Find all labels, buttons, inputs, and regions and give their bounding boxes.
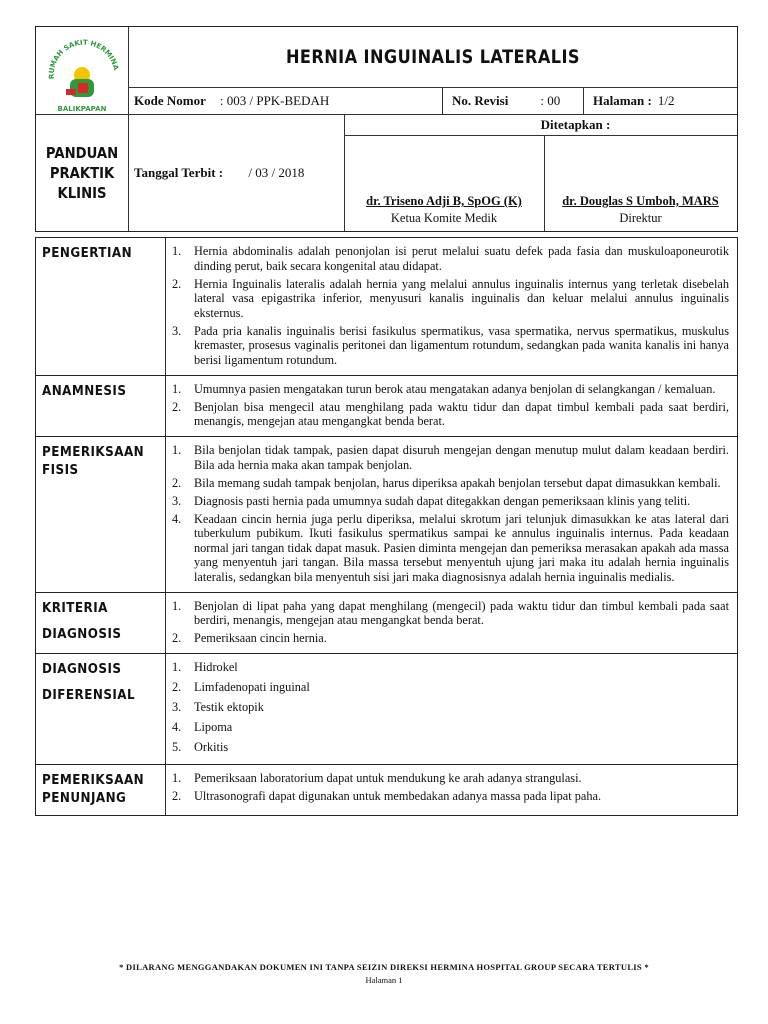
halaman-value: 1/2 [657, 92, 675, 108]
copy-notice: * DILARANG MENGGANDAKAN DOKUMEN INI TANPA SEIZIN DIREKSI HERMINA HOSPITAL GROUP SECARA TERTULIS * [119, 962, 649, 972]
halaman [583, 87, 737, 115]
list-item: 2. Benjolan bisa mengecil atau menghilang pada waktu tidur dan dapat timbul kembali pada saat berdiri, menangis, mengejan atau mengangkat benda berat. [172, 399, 729, 428]
list-item: 1. Pemeriksaan laboratorium dapat untuk mendukung ke arah adanya strangulasi. [172, 771, 582, 785]
halaman-label: Halaman : [593, 92, 652, 108]
signer-name: dr. Triseno Adji B, SpOG (K) [366, 194, 522, 208]
signature-komite [344, 135, 545, 231]
list-item: 1. Benjolan di lipat paha yang dapat menghilang (mengecil) pada waktu tidur dan timbul kembali pada saat berdiri, menangis, mengejan atau mengangkat benda berat. [172, 598, 729, 627]
section-body [166, 765, 737, 815]
section-label: ANAMNESIS [36, 376, 166, 437]
section-body [166, 238, 737, 375]
kode-label: Kode Nomor [134, 92, 206, 108]
signature-direktur [544, 135, 737, 231]
section-label: PEMERIKSAAN PENUNJANG [36, 765, 166, 815]
logo-arc-text: RUMAH SAKIT HERMINA [47, 38, 120, 80]
section-row [36, 376, 737, 438]
no-revisi [442, 87, 584, 115]
list-item: 5. Orkitis [172, 740, 229, 754]
list-item: 2. Pemeriksaan cincin hernia. [172, 631, 327, 645]
list-item: 2. Hernia Inguinalis lateralis adalah hernia yang melalui annulus inguinalis internus yang terletak disebelah lateral vasa epigastrika inferior, menyusuri kanalis inguinalis dan keluar melalui annulus inguinalis eksternus. [172, 276, 729, 320]
section-body [166, 654, 737, 764]
list-item: 4. Lipoma [172, 720, 233, 734]
tanggal-terbit [128, 114, 345, 231]
section-row [36, 654, 737, 765]
list-item: 3. Pada pria kanalis inguinalis berisi fasikulus spermatikus, vasa spermatika, nervus spermatikus, muskulus kremaster, prosesus vaginalis peritonei dan ligamentum rotundum, sedangkan pada wanita kanalis ini hanya berisi ligamentum rotundum. [172, 323, 729, 367]
content-table [35, 237, 738, 816]
section-body [166, 437, 737, 592]
revisi-value: : 00 [540, 92, 561, 108]
section-row [36, 238, 737, 376]
revisi-label: No. Revisi [452, 92, 509, 108]
section-row [36, 765, 737, 815]
hospital-logo [36, 27, 129, 115]
logo-cell [36, 27, 129, 115]
kode-nomor [128, 87, 443, 115]
header-frame [35, 26, 738, 232]
ditetapkan: Ditetapkan : [344, 114, 737, 136]
signer-role: Direktur [619, 211, 662, 225]
list-item: 1. Umumnya pasien mengatakan turun berok atau mengatakan adanya benjolan di selangkangan / kemaluan. [172, 381, 716, 396]
section-row [36, 593, 737, 655]
signer-role: Ketua Komite Medik [390, 211, 498, 225]
document-title: HERNIA INGUINALIS LATERALIS [285, 46, 580, 68]
tanggal-label: Tanggal Terbit : [134, 165, 224, 180]
list-item: 4. Keadaan cincin hernia juga perlu diperiksa, melalui skrotum jari telunjuk dimasukkan ke atas lateral dari tuberkulum pubikum. Ikuti fasikulus spermatikus sampai ke annulus inguinalis internus. Pada keadaan normal jari tangan tidak dapat masuk. Pasien diminta mengejan dan pemeriksa merasakan apakah ada massa yang menyentuh jari tangan. Bila massa tersebut menyentuh ujung jari maka itu adalah hernia inguinalis lateralis, sedangkan bila menyentuh sisi jari maka diagnosisnya adalah hernia inguinalis medialis. [172, 511, 729, 584]
section-label: PEMERIKSAAN FISIS [36, 437, 166, 592]
page-number: Halaman 1 [365, 975, 403, 985]
tanggal-value: / 03 / 2018 [248, 165, 305, 180]
list-item: 2. Bila memang sudah tampak benjolan, harus diperiksa apakah benjolan tersebut dapat dimasukkan kembali. [172, 475, 721, 490]
section-label: DIAGNOSIS DIFERENSIAL [36, 654, 166, 764]
section-row [36, 437, 737, 593]
logo-cross [78, 83, 88, 93]
list-item: 1. Bila benjolan tidak tampak, pasien dapat disuruh mengejan dengan menutup mulut dalam keadaan berdiri. Bila ada hernia maka akan tampak benjolan. [172, 443, 729, 472]
list-item: 2. Ultrasonografi dapat digunakan untuk membedakan adanya massa pada lipat paha. [172, 789, 602, 803]
title-cell [128, 27, 737, 88]
logo-city: BALIKPAPAN [57, 105, 107, 113]
section-body [166, 593, 737, 654]
list-item: 1. Hernia abdominalis adalah penonjolan isi perut melalui suatu defek pada fasia dan muskuloaponeurotik dinding perut, baik secara kongenital atau didapat. [172, 244, 729, 273]
kode-value: : 003 / PPK-BEDAH [219, 92, 330, 108]
section-label: PENGERTIAN [36, 238, 166, 375]
list-item: 3. Testik ektopik [172, 700, 264, 714]
list-item: 3. Diagnosis pasti hernia pada umumnya sudah dapat ditegakkan dengan pemeriksaan klinis yang teliti. [172, 493, 691, 508]
section-body [166, 376, 737, 437]
signer-name: dr. Douglas S Umboh, MARS [562, 194, 719, 208]
list-item: 1. Hidrokel [172, 660, 238, 674]
doc-type: PANDUAN PRAKTIK KLINIS [45, 143, 119, 202]
doc-type-cell [36, 114, 129, 231]
list-item: 2. Limfadenopati inguinal [172, 680, 310, 694]
section-label: KRITERIA DIAGNOSIS [36, 593, 166, 654]
